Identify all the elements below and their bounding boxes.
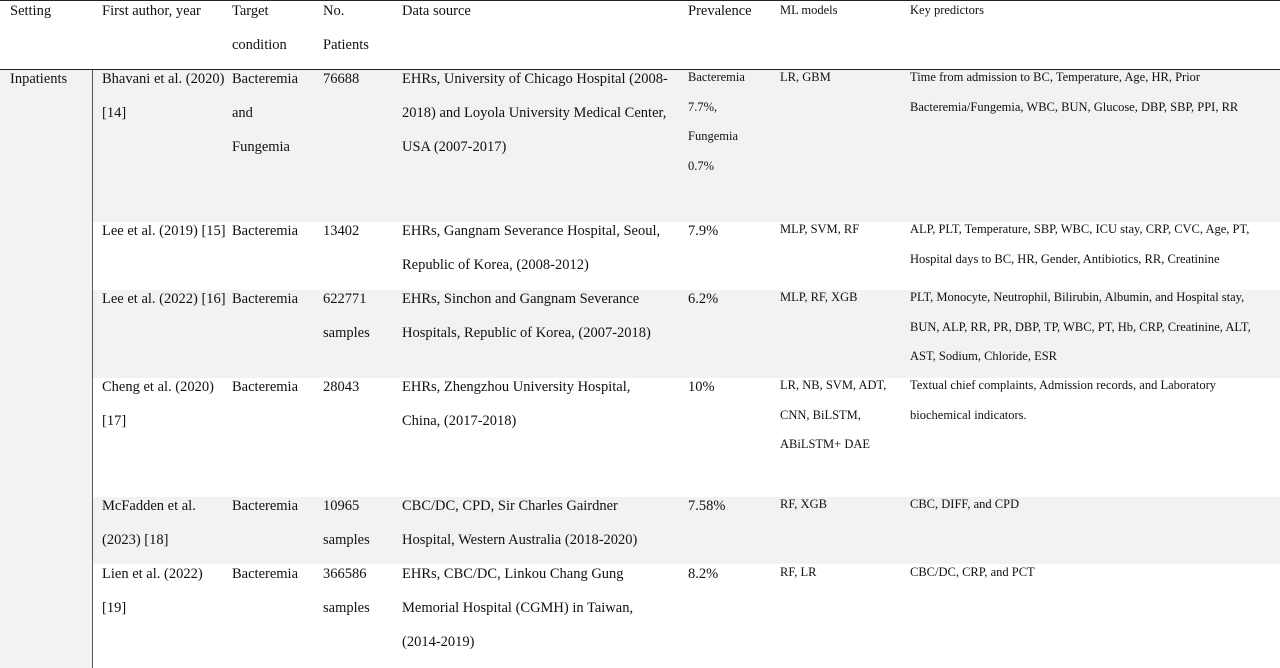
row-2-author: Lee et al. (2019) [15] — [102, 223, 226, 239]
row-3-author: Lee et al. (2022) [16] — [102, 291, 226, 307]
row-5-predictors: CBC, DIFF, and CPD — [910, 497, 1020, 511]
row-4-models: LR, NB, SVM, ADT, CNN, BiLSTM, ABiLSTM+ DAE — [780, 378, 887, 451]
header-patients: No. Patients — [323, 3, 369, 53]
row-4-source: EHRs, Zhengzhou University Hospital, China, (2017-2018) — [402, 379, 631, 429]
row-5-target: Bacteremia — [232, 498, 299, 514]
row-6-source: EHRs, CBC/DC, Linkou Chang Gung Memorial Hospital (CGMH) in Taiwan, (2014-2019) — [402, 566, 634, 650]
row-3-prevalence: 6.2% — [688, 291, 719, 307]
row-2-target: Bacteremia — [232, 223, 299, 239]
setting-divider — [92, 70, 93, 668]
row-3-source: EHRs, Sinchon and Gangnam Severance Hospitals, Republic of Korea, (2007-2018) — [402, 291, 651, 341]
row-6-prevalence: 8.2% — [688, 566, 719, 582]
row-3-patients: 622771 samples — [323, 291, 370, 341]
row-6-target: Bacteremia — [232, 566, 299, 582]
row-3-target: Bacteremia — [232, 291, 299, 307]
row-1-predictors: Time from admission to BC, Temperature, Age, HR, Prior Bacteremia/Fungemia, WBC, BUN, Glucose, DBP, SBP, PPI, RR — [910, 70, 1239, 114]
row-4-target: Bacteremia — [232, 379, 299, 395]
row-2-source: EHRs, Gangnam Severance Hospital, Seoul, Republic of Korea, (2008-2012) — [402, 223, 661, 273]
row-1-patients: 76688 — [323, 71, 360, 87]
header-setting: Setting — [10, 3, 52, 19]
row-1-author: Bhavani et al. (2020) [14] — [102, 71, 225, 121]
row-2-patients: 13402 — [323, 223, 360, 239]
row-3-models: MLP, RF, XGB — [780, 290, 858, 304]
setting-column-shading — [0, 70, 92, 668]
row-5-patients: 10965 samples — [323, 498, 370, 548]
row-6-author: Lien et al. (2022) [19] — [102, 566, 203, 616]
header-prevalence: Prevalence — [688, 3, 752, 19]
row-2-predictors: ALP, PLT, Temperature, SBP, WBC, ICU stay, CRP, CVC, Age, PT, Hospital days to BC, HR, Gender, Antibiotics, RR, Creatinine — [910, 222, 1250, 266]
row-1-prevalence: Bacteremia 7.7%, Fungemia 0.7% — [688, 70, 745, 173]
row-6-models: RF, LR — [780, 565, 817, 579]
row-3-predictors: PLT, Monocyte, Neutrophil, Bilirubin, Albumin, and Hospital stay, BUN, ALP, RR, PR, DBP, TP, WBC, PT, Hb, CRP, Creatinine, ALT, AST, Sodium, Chloride, ESR — [910, 290, 1251, 363]
row-5-models: RF, XGB — [780, 497, 827, 511]
row-5-author: McFadden et al. (2023) [18] — [102, 498, 196, 548]
row-5-source: CBC/DC, CPD, Sir Charles Gairdner Hospital, Western Australia (2018-2020) — [402, 498, 638, 548]
header-models: ML models — [780, 3, 838, 17]
row-2-prevalence: 7.9% — [688, 223, 719, 239]
header-author: First author, year — [102, 3, 201, 19]
row-6-patients: 366586 samples — [323, 566, 370, 616]
header-source: Data source — [402, 3, 471, 19]
row-6-predictors: CBC/DC, CRP, and PCT — [910, 565, 1035, 579]
row-4-author: Cheng et al. (2020) [17] — [102, 379, 214, 429]
header-target: Target condition — [232, 3, 287, 53]
row-4-patients: 28043 — [323, 379, 360, 395]
header-predictors: Key predictors — [910, 3, 984, 17]
row-1-source: EHRs, University of Chicago Hospital (2008-2018) and Loyola University Medical Center, USA (2007-2017) — [402, 71, 668, 155]
row-1-target: Bacteremia and Fungemia — [232, 71, 299, 155]
row-1-models: LR, GBM — [780, 70, 831, 84]
row-4-predictors: Textual chief complaints, Admission records, and Laboratory biochemical indicators. — [910, 378, 1216, 422]
row-2-models: MLP, SVM, RF — [780, 222, 860, 236]
row-4-prevalence: 10% — [688, 379, 715, 395]
row-5-prevalence: 7.58% — [688, 498, 726, 514]
setting-value: Inpatients — [10, 71, 68, 87]
